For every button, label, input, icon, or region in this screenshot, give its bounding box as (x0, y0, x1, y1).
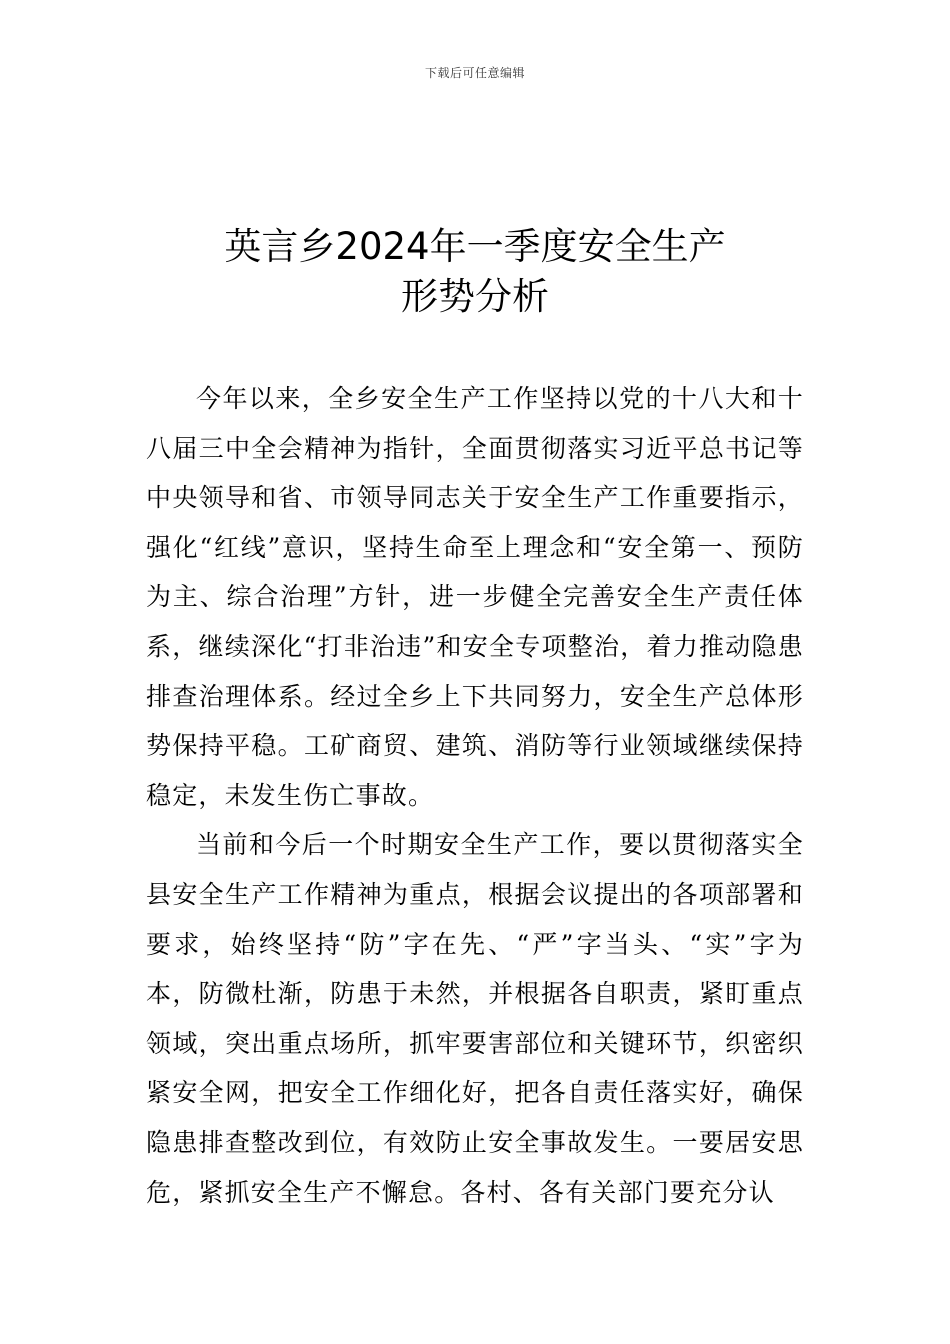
header-note: 下载后可任意编辑 (424, 66, 525, 80)
document-title (0, 222, 950, 322)
document-body (146, 374, 804, 1217)
paragraph-1: 今年以来，全乡安全生产工作坚持以党的十八大和十八届三中全会精神为指针，全面贯彻落实习近平总书记等中央领导和省、市领导同志关于安全生产工作重要指示，强化“红线”意识，坚持生命至上理念和“安全第一、预防为主、综合治理”方针，进一步健全完善安全生产责任体系，继续深化“打非治违”和安全专项整治，着力推动隐患排查治理体系。经过全乡上下共同努力，安全生产总体形势保持平稳。工矿商贸、建筑、消防等行业领域继续保持稳定，未发生伤亡事故。 (146, 384, 804, 810)
title-line-2: 形势分析 (401, 275, 549, 318)
paragraph-2: 当前和今后一个时期安全生产工作，要以贯彻落实全县安全生产工作精神为重点，根据会议提出的各项部署和要求，始终坚持“防”字在先、“严”字当头、“实”字为本，防微杜渐，防患于未然，并根据各自职责，紧盯重点领域，突出重点场所，抓牢要害部位和关键环节，织密织紧安全网，把安全工作细化好，把各自责任落实好，确保隐患排查整改到位，有效防止安全事故发生。一要居安思危，紧抓安全生产不懈怠。各村、各有关部门要充分认 (146, 830, 804, 1207)
title-line-1: 英言乡2024年一季度安全生产 (224, 225, 726, 268)
